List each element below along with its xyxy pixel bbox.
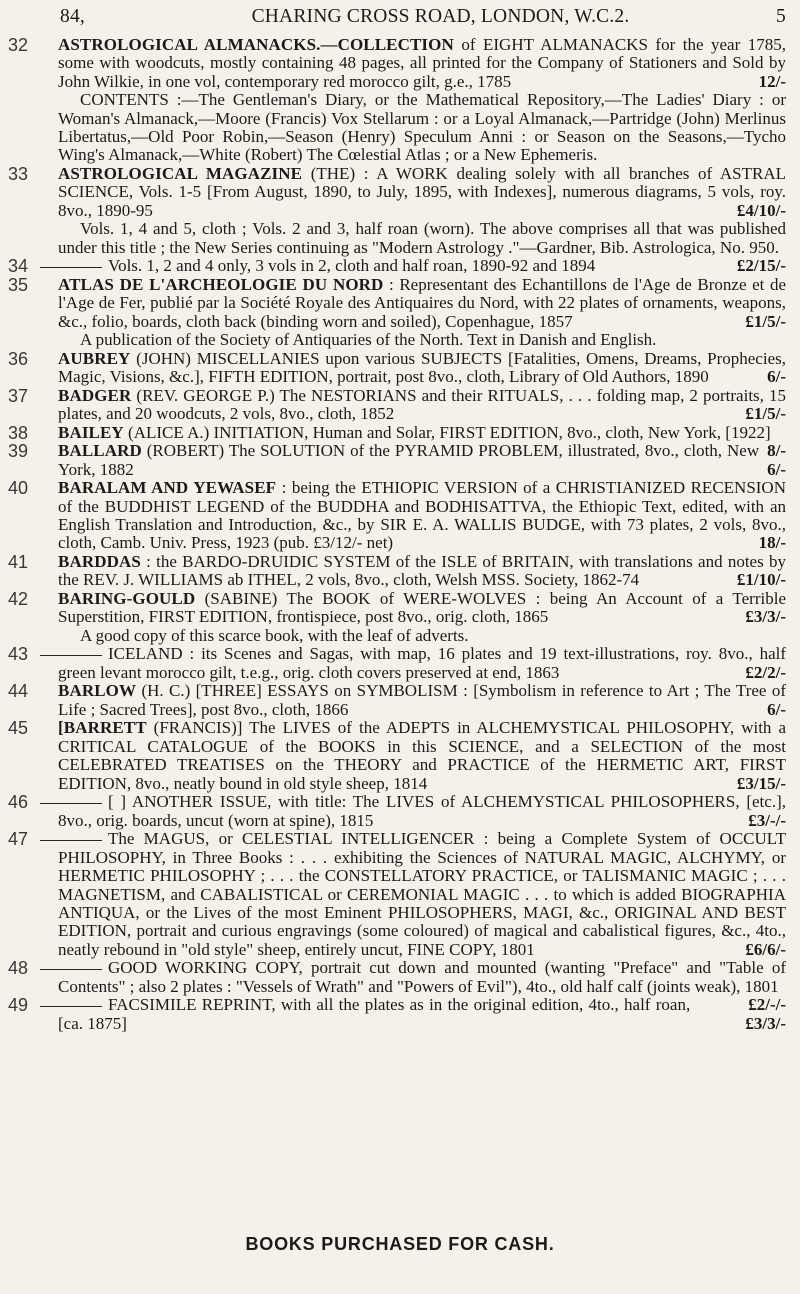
entry-number: 40 bbox=[8, 478, 29, 499]
entry-price: £4/10/- bbox=[736, 200, 786, 220]
ditto-rule bbox=[40, 655, 102, 656]
entry-author: BADGER bbox=[58, 385, 132, 405]
entry-note: Vols. 1, 4 and 5, cloth ; Vols. 2 and 3, half roan (worn). The above comprises all that was published under this title ; the New Series continuing as "Modern Astrology ."—Gardner, Bib. Astrologica, No. 950. bbox=[58, 219, 786, 257]
catalogue-entry bbox=[0, 793, 800, 830]
entry-body bbox=[58, 350, 786, 387]
entry-author: BARDDAS bbox=[58, 552, 141, 572]
entry-number: 48 bbox=[8, 958, 29, 979]
entry-price: 6/- bbox=[767, 699, 786, 719]
entry-body bbox=[58, 165, 786, 220]
entry-description: The MAGUS, or CELESTIAL INTELLIGENCER : being a Complete System of OCCULT PHILOSOPHY, in Three Books : . . . exhibiting the Sciences of NATURAL MAGIC, ALCHYMY, or HERMETIC PHILOSOPHY ; . . . the CONSTELLATORY PRACTICE, or TALISMANIC MAGIC ; . . . MAGNETISM, and CABALISTICAL or CEREMONIAL MAGIC . . . to which is added BIOGRAPHIA ANTIQUA, or the Lives of the most Eminent PHILOSOPHERS, MAGI, &c., ORIGINAL AND BEST EDITION, portrait and curious engravings (some coloured) of magical and cabalistical figures, &c., 4to., neatly rebound in "old style" sheep, entirely uncut, FINE COPY, 1801 bbox=[58, 829, 786, 959]
entry-description: : the BARDO-DRUIDIC SYSTEM of the ISLE of BRITAIN, with translations and notes by the REV. J. WILLIAMS ab ITHEL, 2 vols, 8vo., cloth, Welsh MSS. Society, 1862-74 bbox=[58, 552, 786, 590]
entry-author: ATLAS DE L'ARCHEOLOGIE DU NORD bbox=[58, 274, 384, 294]
entry-author: BARALAM AND YEWASEF bbox=[58, 478, 277, 498]
catalogue-entry bbox=[0, 996, 800, 1033]
entry-price: 12/- bbox=[758, 71, 786, 91]
entry-number: 32 bbox=[8, 35, 29, 55]
page-header bbox=[60, 0, 786, 28]
entry-description: (REV. GEORGE P.) The NESTORIANS and their RITUALS, . . . folding map, 2 portraits, 15 plates, and 20 woodcuts, 2 vols, 8vo., cloth, 1852 bbox=[58, 385, 786, 424]
catalogue-entry bbox=[0, 645, 800, 682]
header-folio: 5 bbox=[776, 6, 786, 27]
entry-body bbox=[58, 257, 786, 275]
entry-author: ASTROLOGICAL ALMANACKS.—COLLECTION bbox=[58, 35, 454, 54]
catalogue-entry bbox=[0, 830, 800, 959]
entry-number: 42 bbox=[8, 589, 29, 610]
entry-list bbox=[0, 36, 800, 1033]
entry-description: GOOD WORKING COPY, portrait cut down and mounted (wanting "Preface" and "Table of Contents" ; also 2 plates : "Vessels of Wrath" and "Powers of Evil"), 4to., old half calf (joints weak), 1801 bbox=[58, 958, 786, 996]
catalogue-entry bbox=[0, 36, 800, 165]
entry-price: £1/10/- bbox=[736, 570, 786, 590]
entry-price: 8/- bbox=[767, 441, 786, 461]
entry-note: CONTENTS :—The Gentleman's Diary, or the Mathematical Repository,—The Ladies' Diary : or Woman's Almanack,—Moore (Francis) Vox Stellarum : or a Loyal Almanack,—Partridge (John) Merlinus Libertatus,—Old Poor Robin,—Season (Henry) Speculum Anni : or Season on the Seasons,—Tycho Wing's Almanack,—White (Robert) The Cœlestial Atlas ; or a New Ephemeris. bbox=[58, 90, 786, 165]
entry-note: A good copy of this scarce book, with the leaf of adverts. bbox=[80, 625, 469, 645]
catalogue-entry bbox=[0, 276, 800, 350]
entry-number: 44 bbox=[8, 681, 29, 702]
catalogue-entry bbox=[0, 442, 800, 479]
entry-author: BARING-GOULD bbox=[58, 589, 196, 609]
entry-author: BARLOW bbox=[58, 681, 137, 701]
catalogue-entry bbox=[0, 165, 800, 257]
entry-number: 49 bbox=[8, 995, 29, 1016]
entry-description: (ALICE A.) INITIATION, Human and Solar, FIRST EDITION, 8vo., cloth, New York, [1922] bbox=[123, 422, 771, 442]
entry-price: £1/5/- bbox=[745, 311, 786, 331]
entry-number: 33 bbox=[8, 164, 29, 185]
entry-number: 45 bbox=[8, 718, 29, 739]
entry-description: (FRANCIS)] The LIVES of the ADEPTS in ALCHEMYSTICAL PHILOSOPHY, with a CRITICAL CATALOGUE of the BOOKS in this SCIENCE, and a SELECTION of the most CELEBRATED TREATISES on the THEORY and PRACTICE of the HERMETIC ART, FIRST EDITION, 8vo., neatly bound in old style sheep, 1814 bbox=[58, 718, 786, 793]
entry-number: 41 bbox=[8, 552, 29, 573]
catalogue-entry bbox=[0, 682, 800, 719]
ditto-rule bbox=[40, 1006, 102, 1007]
header-page-number: 84, bbox=[60, 6, 85, 27]
catalogue-entry bbox=[0, 257, 800, 275]
entry-body bbox=[58, 645, 786, 682]
entry-number: 43 bbox=[8, 644, 29, 665]
entry-description: ICELAND : its Scenes and Sagas, with map, 16 plates and 19 text-illustrations, roy. 8vo., half green levant morocco gilt, t.e.g., orig. cloth covers preserved at end, 1863 bbox=[58, 644, 786, 682]
entry-body bbox=[58, 830, 786, 959]
entry-price: £3/3/- bbox=[745, 1013, 786, 1033]
entry-price: £3/15/- bbox=[736, 773, 786, 793]
entry-body bbox=[58, 442, 786, 479]
ditto-rule bbox=[40, 267, 102, 268]
entry-body bbox=[58, 719, 786, 793]
entry-description: FACSIMILE REPRINT, with all the plates as in the original edition, 4to., half roan, [ca. 1875] bbox=[58, 995, 691, 1033]
entry-price: £3/3/- bbox=[745, 607, 786, 627]
entry-body bbox=[58, 553, 786, 590]
entry-number: 37 bbox=[8, 385, 29, 406]
entry-number: 34 bbox=[8, 256, 29, 277]
entry-body bbox=[58, 682, 786, 719]
entry-number: 38 bbox=[8, 422, 29, 443]
entry-description: Vols. 1, 2 and 4 only, 3 vols in 2, cloth and half roan, 1890-92 and 1894 bbox=[108, 256, 596, 276]
entry-author: AUBREY bbox=[58, 348, 131, 368]
entry-body bbox=[58, 590, 786, 627]
entry-price: £2/2/- bbox=[745, 662, 786, 682]
catalogue-entry bbox=[0, 350, 800, 387]
catalogue-entry bbox=[0, 553, 800, 590]
entry-number: 39 bbox=[8, 441, 29, 462]
entry-body bbox=[58, 479, 786, 553]
header-address: CHARING CROSS ROAD, LONDON, W.C.2. bbox=[251, 6, 630, 27]
entry-number: 36 bbox=[8, 348, 29, 369]
entry-body bbox=[58, 36, 786, 91]
entry-price: £6/6/- bbox=[745, 939, 786, 959]
entry-body bbox=[58, 276, 786, 331]
entry-description: : Representant des Echantillons de l'Age de Bronze et de l'Age de Fer, publié par la Société Royale des Antiquaires du Nord, with 22 plates of ornaments, weapons, &c., folio, boards, cloth back (binding worn and soiled), Copenhague, 1857 bbox=[58, 274, 786, 331]
ditto-rule bbox=[40, 840, 102, 841]
ditto-rule bbox=[40, 803, 102, 804]
catalogue-entry bbox=[0, 479, 800, 553]
entry-price: £2/-/- bbox=[748, 995, 786, 1015]
entry-description: (THE) : A WORK dealing solely with all branches of ASTRAL SCIENCE, Vols. 1-5 [From August, 1890, to July, 1895, with Indexes], numerous diagrams, 5 vols, roy. 8vo., 1890-95 bbox=[58, 164, 787, 220]
catalogue-entry bbox=[0, 719, 800, 793]
entry-price: £1/5/- bbox=[745, 404, 786, 424]
entry-description: (H. C.) [THREE] ESSAYS on SYMBOLISM : [Symbolism in reference to Art ; The Tree of Life ; Sacred Trees], post 8vo., cloth, 1866 bbox=[58, 681, 786, 719]
entry-number: 47 bbox=[8, 829, 29, 850]
entry-description: (SABINE) The BOOK of WERE-WOLVES : being An Account of a Terrible Superstition, FIRST EDITION, frontispiece, post 8vo., orig. cloth, 1865 bbox=[58, 589, 786, 627]
entry-body bbox=[58, 996, 786, 1033]
entry-price: 6/- bbox=[767, 367, 786, 387]
entry-note: A publication of the Society of Antiquaries of the North. Text in Danish and English. bbox=[80, 330, 657, 350]
entry-author: BAILEY bbox=[58, 422, 124, 442]
entry-description: (ROBERT) The SOLUTION of the PYRAMID PROBLEM, illustrated, 8vo., cloth, New York, 1882 bbox=[58, 441, 760, 479]
entry-description: (JOHN) MISCELLANIES upon various SUBJECTS [Fatalities, Omens, Dreams, Prophecies, Magic, Visions, &c.], FIFTH EDITION, portrait, post 8vo., cloth, Library of Old Authors, 1890 bbox=[58, 348, 786, 387]
entry-author: [BARRETT bbox=[58, 718, 147, 738]
catalogue-entry bbox=[0, 387, 800, 424]
entry-number: 46 bbox=[8, 792, 29, 813]
ditto-rule bbox=[40, 969, 102, 970]
entry-body bbox=[58, 387, 786, 424]
entry-description: [ ] ANOTHER ISSUE, with title: The LIVES of ALCHEMYSTICAL PHILOSOPHERS, [etc.], 8vo., orig. boards, uncut (worn at spine), 1815 bbox=[58, 792, 786, 830]
entry-author: BALLARD bbox=[58, 441, 142, 461]
entry-body bbox=[58, 793, 786, 830]
footer-notice: BOOKS PURCHASED FOR CASH. bbox=[245, 1234, 555, 1254]
entry-price: 18/- bbox=[758, 533, 786, 553]
entry-description: : being the ETHIOPIC VERSION of a CHRISTIANIZED RECENSION of the BUDDHIST LEGEND of the BUDDHA and BODHISATTVA, the Ethiopic Text, edited, with an English Translation and Introduction, &c., by SIR E. A. WALLIS BUDGE, with 73 plates, 2 vols, 8vo., cloth, Camb. Univ. Press, 1923 (pub. £3/12/- net) bbox=[58, 478, 786, 553]
entry-number: 35 bbox=[8, 274, 29, 295]
entry-price: £2/15/- bbox=[736, 256, 786, 276]
entry-price: 6/- bbox=[767, 459, 786, 479]
entry-author: ASTROLOGICAL MAGAZINE bbox=[58, 164, 303, 184]
entry-price: £3/-/- bbox=[748, 810, 786, 830]
entry-description: of EIGHT ALMANACKS for the year 1785, some with woodcuts, mostly containing 48 pages, all printed for the Company of Stationers and Sold by John Wilkie, in one vol, contemporary red morocco gilt, g.e., 1785 bbox=[58, 35, 786, 91]
catalogue-entry bbox=[0, 590, 800, 645]
